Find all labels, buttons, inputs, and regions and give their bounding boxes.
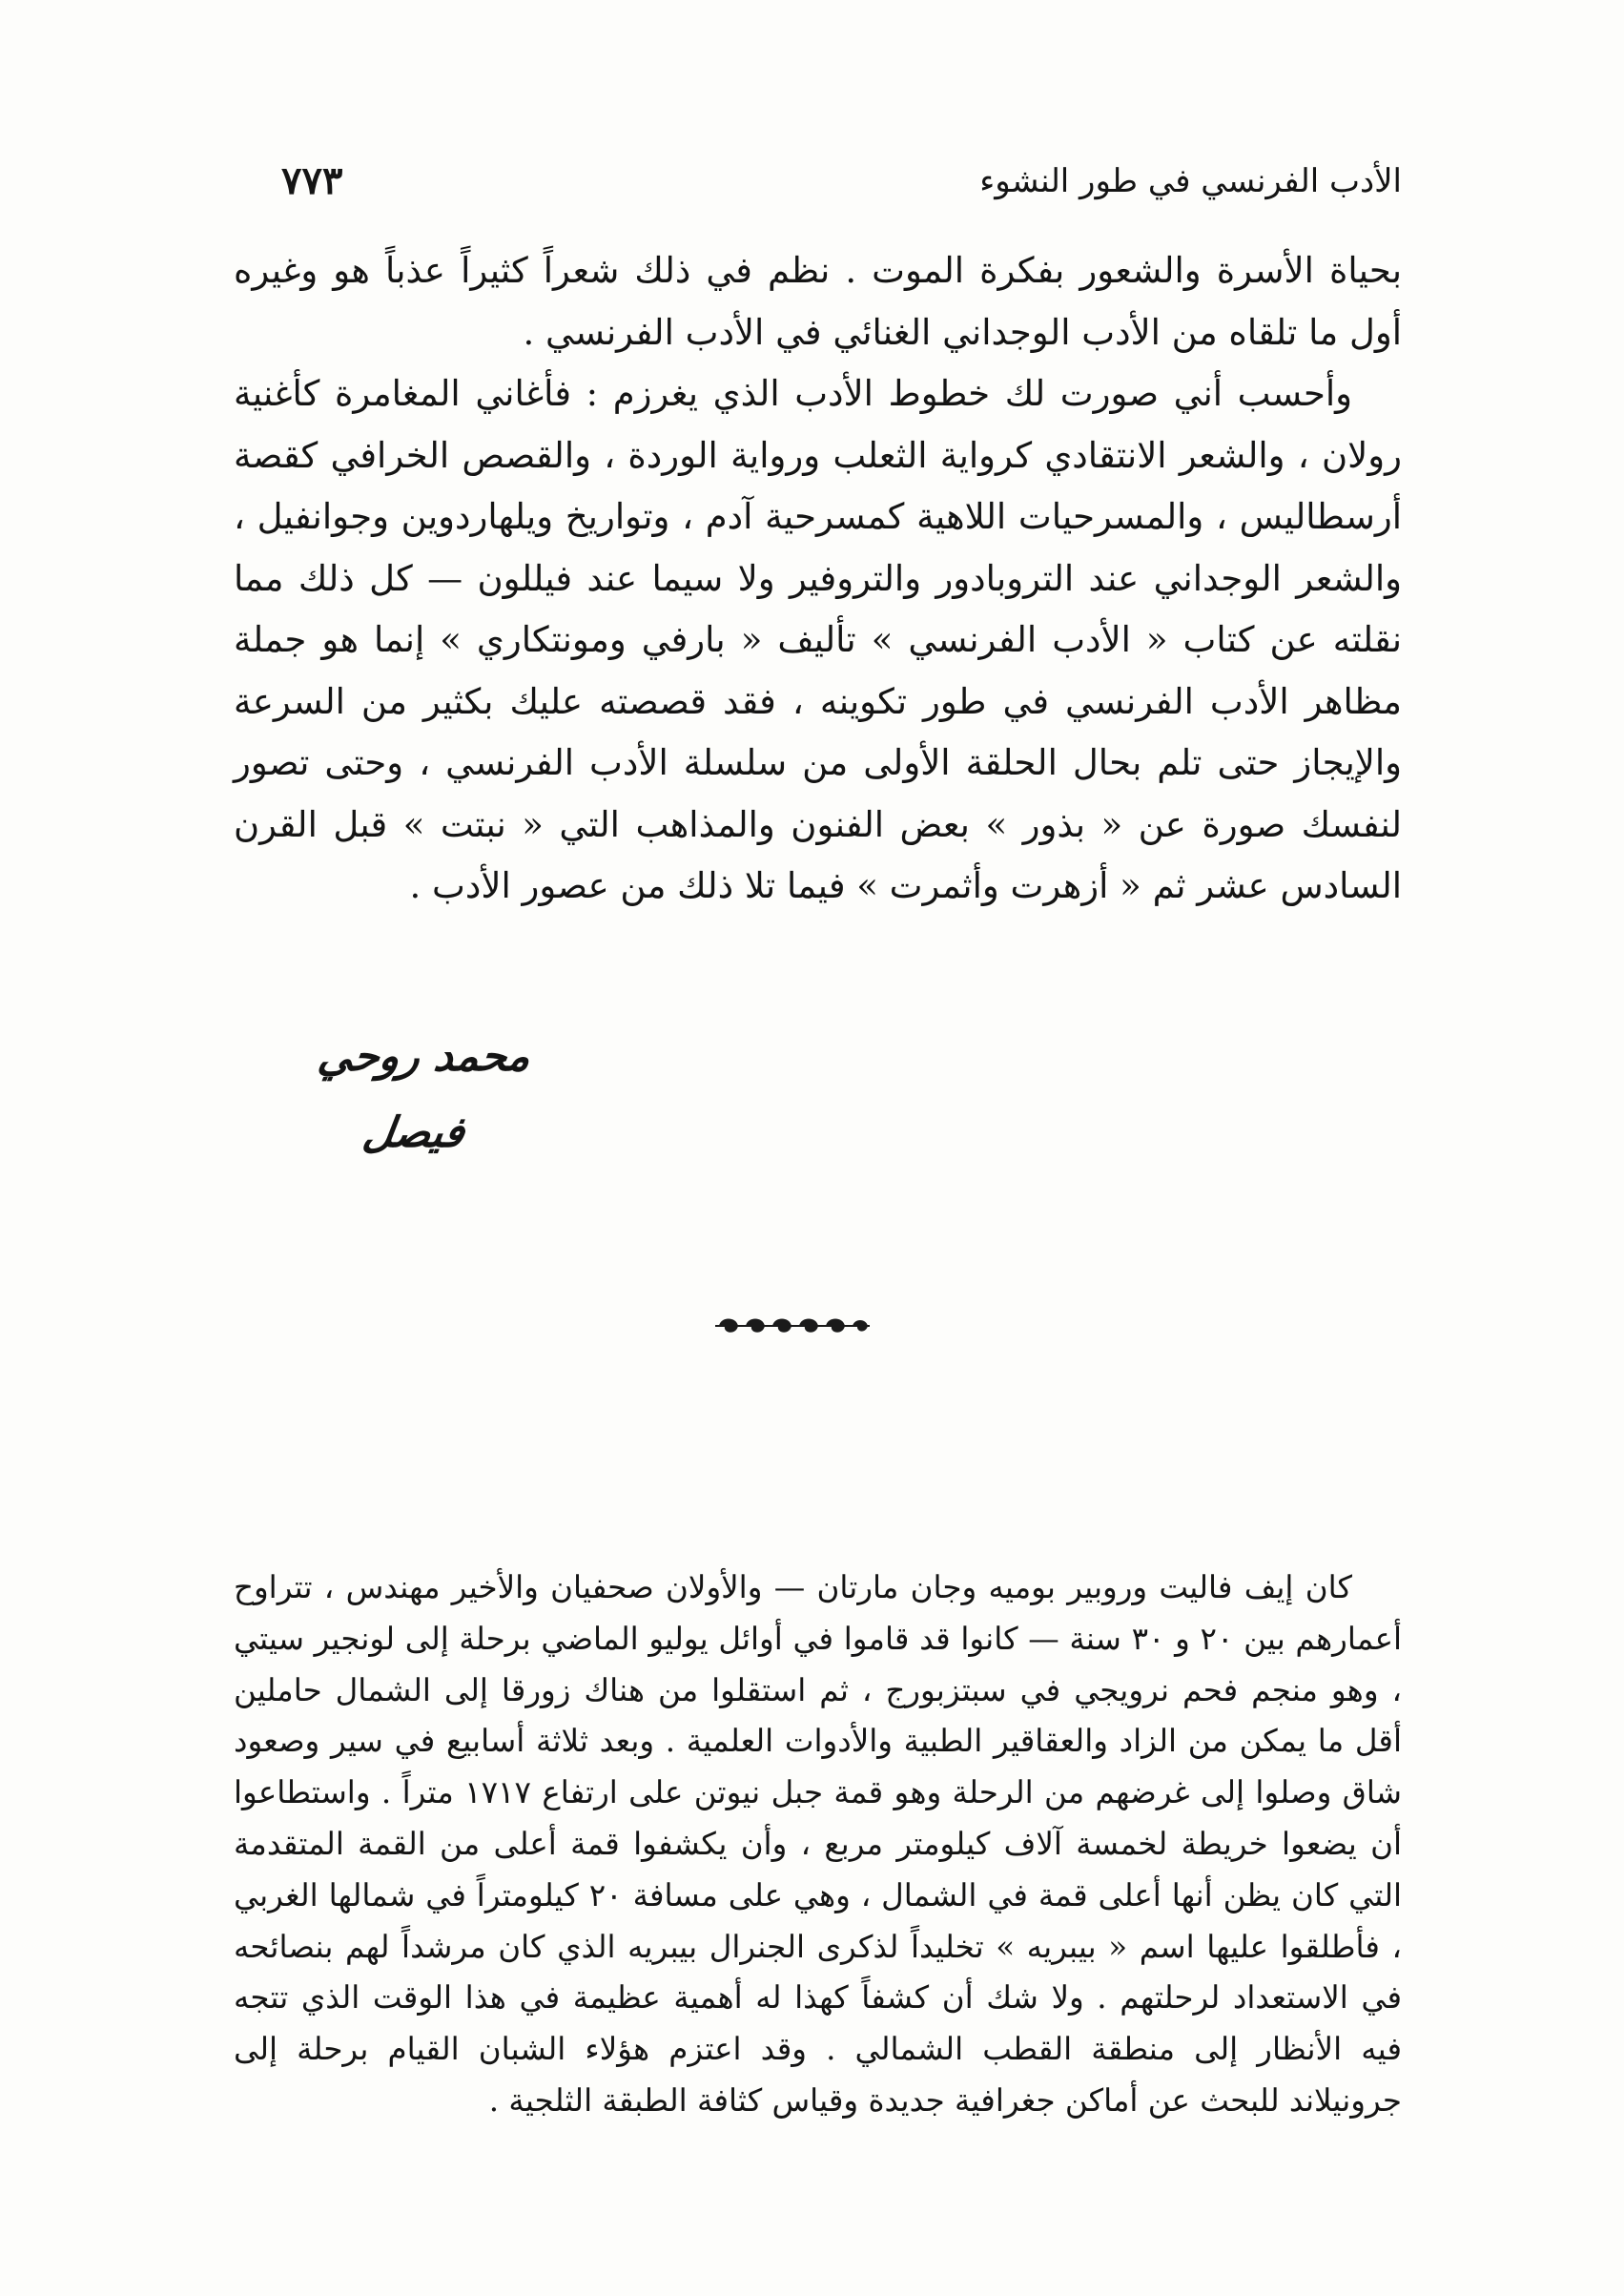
news-paragraph-1: كان إيف فاليت وروبير بوميه وجان مارتان — والأولان صحفيان والأخير مهندس ، تتراوح أعمارهم بين ٢٠ و ٣٠ سنة — كانوا قد قاموا في أوائل يوليو الماضي برحلة إلى لونجير سيتي ، وهو منجم فحم نرويجي في سبتزبورج ، ثم استقلوا من هناك زورقا إلى الشمال حاملين أقل ما يمكن من الزاد والعقاقير الطبية والأدوات العلمية . وبعد ثلاثة أسابيع في سير وصعود شاق وصلوا إلى غرضهم من الرحلة وهو قمة جبل نيوتن على ارتفاع ١٧١٧ متراً . واستطاعوا أن يضعوا خريطة لخمسة آلاف كيلومتر مربع ، وأن يكشفوا قمة أعلى من القمة المتقدمة التي كان يظن أنها أعلى قمة في الشمال ، وهي على مسافة ٢٠ كيلومتراً في شمالها الغربي ، فأطلقوا عليها اسم « بيبريه » تخليداً لذكرى الجنرال بيبريه الذي كان مرشداً لهم بنصائحه في الاستعداد لرحلتهم . ولا شك أن كشفاً كهذا له أهمية عظيمة في هذا الوقت الذي تتجه فيه الأنظار إلى منطقة القطب الشمالي . وقد اعتزم هؤلاء الشبان القيام برحلة إلى جرونيلاند للبحث عن أماكن جغرافية جديدة وقياس كثافة الطبقة الثلجية .	[234, 1569, 1402, 2119]
essay-section	[234, 240, 1402, 918]
author-signature: محمد روحي فيصل	[315, 1032, 534, 1157]
section-divider-ornament	[711, 1307, 874, 1345]
page-number: ٧٧٣	[281, 158, 343, 203]
running-head	[234, 155, 1402, 212]
essay-paragraph-1: بحياة الأسرة والشعور بفكرة الموت . نظم في ذلك شعراً كثيراً عذباً هو وغيره أول ما تلقاه من الأدب الوجداني الغنائي في الأدب الفرنسي .	[234, 250, 1402, 353]
news-section	[234, 1562, 1402, 2127]
essay-paragraph-2: وأحسب أني صورت لك خطوط الأدب الذي يغرزم : فأغاني المغامرة كأغنية رولان ، والشعر الانتقادي كرواية الثعلب ورواية الوردة ، والقصص الخرافي كقصة أرسطاليس ، والمسرحيات اللاهية كمسرحية آدم ، وتواريخ ويلهاردوين وجوانفيل ، والشعر الوجداني عند التروبادور والتروفير ولا سيما عند فيللون — كل ذلك مما نقلته عن كتاب « الأدب الفرنسي » تأليف « بارفي ومونتكاري » إنما هو جملة مظاهر الأدب الفرنسي في طور تكوينه ، فقد قصصته عليك بكثير من السرعة والإيجاز حتى تلم بحال الحلقة الأولى من سلسلة الأدب الفرنسي ، وحتى تصور لنفسك صورة عن « بذور » بعض الفنون والمذاهب التي « نبتت » قبل القرن السادس عشر ثم « أزهرت وأثمرت » فيما تلا ذلك من عصور الأدب .	[234, 373, 1402, 906]
running-title: الأدب الفرنسي في طور النشوء	[979, 162, 1402, 200]
